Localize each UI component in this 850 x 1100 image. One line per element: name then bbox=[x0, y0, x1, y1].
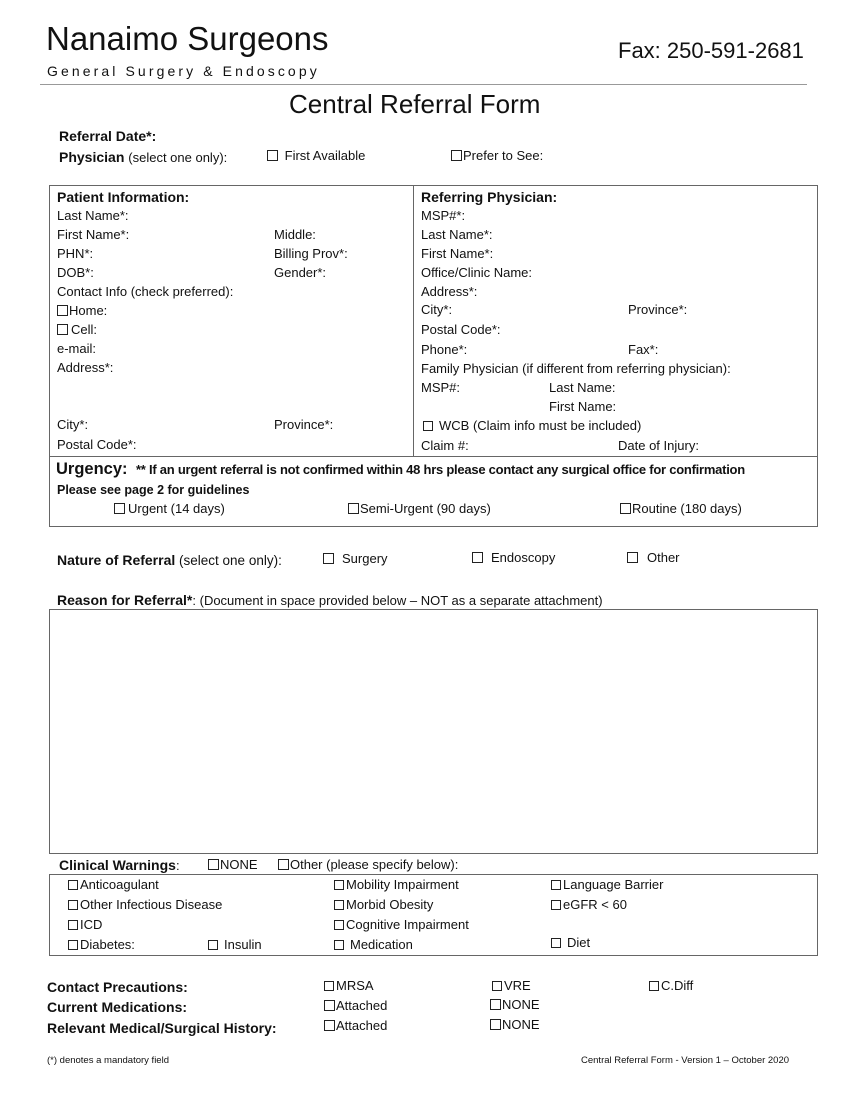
obesity-option[interactable] bbox=[334, 898, 433, 913]
clinic-name: Nanaimo Surgeons bbox=[46, 20, 329, 57]
contact-cell-option[interactable] bbox=[57, 323, 97, 338]
referring-postal-code[interactable]: Postal Code*: bbox=[421, 322, 501, 337]
history-label: Relevant Medical/Surgical History: bbox=[47, 1020, 277, 1036]
cell-checkbox[interactable] bbox=[57, 324, 68, 335]
physician-label: Physician bbox=[59, 149, 125, 165]
medication-option[interactable] bbox=[334, 938, 413, 953]
family-last-name[interactable]: Last Name: bbox=[549, 380, 616, 395]
patient-last-name[interactable]: Last Name*: bbox=[57, 208, 129, 223]
history-attached-label: Attached bbox=[336, 1018, 388, 1033]
diabetes-label: Diabetes: bbox=[80, 937, 135, 952]
referring-phone[interactable]: Phone*: bbox=[421, 342, 468, 357]
history-attached-option[interactable] bbox=[324, 1019, 387, 1034]
history-none-label: NONE bbox=[502, 1017, 540, 1032]
surgery-option[interactable] bbox=[323, 552, 388, 567]
reason-row bbox=[57, 592, 603, 609]
medications-attached-label: Attached bbox=[336, 998, 388, 1013]
patient-middle[interactable]: Middle: bbox=[274, 227, 316, 242]
mrsa-option[interactable] bbox=[324, 979, 374, 994]
nature-row bbox=[57, 552, 282, 569]
endoscopy-label: Endoscopy bbox=[491, 550, 556, 565]
urgency-note: ** If an urgent referral is not confirmed within 48 hrs please contact any surgical office for confirmation bbox=[136, 462, 745, 477]
anticoagulant-checkbox[interactable] bbox=[68, 880, 78, 890]
infectious-checkbox[interactable] bbox=[68, 900, 78, 910]
fax-number: Fax: 250-591-2681 bbox=[618, 38, 804, 63]
referring-msp[interactable]: MSP#*: bbox=[421, 208, 466, 223]
patient-province[interactable]: Province*: bbox=[274, 417, 334, 432]
vre-label: VRE bbox=[504, 978, 531, 993]
patient-phn[interactable]: PHN*: bbox=[57, 246, 94, 261]
reason-label: Reason for Referral* bbox=[57, 592, 193, 608]
referring-address[interactable]: Address*: bbox=[421, 284, 478, 299]
version-note: Central Referral Form - Version 1 – October 2020 bbox=[581, 1055, 790, 1066]
medications-attached-checkbox[interactable] bbox=[324, 1000, 335, 1011]
wcb-label: WCB (Claim info must be included) bbox=[439, 418, 642, 433]
referring-last-name[interactable]: Last Name*: bbox=[421, 227, 493, 242]
anticoagulant-label: Anticoagulant bbox=[80, 877, 159, 892]
nature-label: Nature of Referral bbox=[57, 552, 176, 568]
icd-label: ICD bbox=[80, 917, 103, 932]
egfr-label: eGFR < 60 bbox=[563, 897, 627, 912]
other-nature-checkbox[interactable] bbox=[627, 552, 638, 563]
patient-email[interactable]: e-mail: bbox=[57, 341, 97, 356]
mandatory-note: (*) denotes a mandatory field bbox=[47, 1055, 169, 1066]
language-option[interactable] bbox=[551, 878, 663, 893]
urgency-guidelines: Please see page 2 for guidelines bbox=[57, 483, 250, 497]
language-label: Language Barrier bbox=[563, 877, 664, 892]
routine-label: Routine (180 days) bbox=[632, 501, 742, 516]
first-available-label: First Available bbox=[284, 148, 366, 163]
diet-label: Diet bbox=[567, 935, 591, 950]
medication-label: Medication bbox=[350, 937, 413, 952]
medications-attached-option[interactable] bbox=[324, 999, 387, 1014]
insulin-label: Insulin bbox=[224, 937, 262, 952]
warnings-other-option[interactable] bbox=[278, 858, 458, 873]
patient-gender[interactable]: Gender*: bbox=[274, 265, 327, 280]
referring-city[interactable]: City*: bbox=[421, 302, 453, 317]
mrsa-checkbox[interactable] bbox=[324, 981, 334, 991]
contact-home-option[interactable] bbox=[57, 304, 107, 319]
medications-none-checkbox[interactable] bbox=[490, 999, 501, 1010]
egfr-checkbox[interactable] bbox=[551, 900, 561, 910]
referring-fax[interactable]: Fax*: bbox=[628, 342, 659, 357]
insulin-option[interactable] bbox=[208, 938, 262, 953]
prefer-to-see-checkbox[interactable] bbox=[451, 150, 462, 161]
language-checkbox[interactable] bbox=[551, 880, 561, 890]
home-checkbox[interactable] bbox=[57, 305, 68, 316]
referring-office[interactable]: Office/Clinic Name: bbox=[421, 265, 533, 280]
reason-note: : (Document in space provided below – NOT as a separate attachment) bbox=[192, 593, 603, 608]
cdiff-checkbox[interactable] bbox=[649, 981, 659, 991]
semi-urgent-checkbox[interactable] bbox=[348, 503, 359, 514]
warnings-none-label: NONE bbox=[220, 857, 258, 872]
cognitive-checkbox[interactable] bbox=[334, 920, 344, 930]
anticoagulant-option[interactable] bbox=[68, 878, 159, 893]
urgency-label: Urgency: bbox=[56, 460, 128, 478]
patient-referring-divider bbox=[413, 185, 414, 456]
urgency-divider bbox=[49, 456, 818, 457]
obesity-label: Morbid Obesity bbox=[346, 897, 434, 912]
family-msp[interactable]: MSP#: bbox=[421, 380, 461, 395]
family-physician-label: Family Physician (if different from referring physician): bbox=[421, 361, 731, 376]
family-first-name[interactable]: First Name: bbox=[549, 399, 617, 414]
patient-billing-prov[interactable]: Billing Prov*: bbox=[274, 246, 348, 261]
cognitive-option[interactable] bbox=[334, 918, 469, 933]
wcb-checkbox[interactable] bbox=[423, 421, 433, 431]
endoscopy-checkbox[interactable] bbox=[472, 552, 483, 563]
other-nature-option[interactable] bbox=[627, 551, 680, 566]
warnings-other-label: Other (please specify below): bbox=[290, 857, 459, 872]
prefer-to-see-label: Prefer to See: bbox=[463, 148, 544, 163]
warnings-none-option[interactable] bbox=[208, 858, 258, 873]
cdiff-label: C.Diff bbox=[661, 978, 694, 993]
referring-province[interactable]: Province*: bbox=[628, 302, 688, 317]
routine-checkbox[interactable] bbox=[620, 503, 631, 514]
cdiff-option[interactable] bbox=[649, 979, 693, 994]
insulin-checkbox[interactable] bbox=[208, 940, 218, 950]
icd-option[interactable] bbox=[68, 918, 102, 933]
first-available-checkbox[interactable] bbox=[267, 150, 278, 161]
history-none-checkbox[interactable] bbox=[490, 1019, 501, 1030]
patient-address[interactable]: Address*: bbox=[57, 360, 114, 375]
header-divider bbox=[40, 84, 807, 85]
routine-option[interactable] bbox=[620, 502, 742, 517]
medications-none-option[interactable] bbox=[490, 998, 540, 1013]
physician-row bbox=[59, 149, 227, 166]
clinic-subtitle: General Surgery & Endoscopy bbox=[47, 63, 320, 79]
warnings-row bbox=[59, 857, 180, 874]
history-none-option[interactable] bbox=[490, 1018, 540, 1033]
mobility-label: Mobility Impairment bbox=[346, 877, 459, 892]
wcb-option[interactable] bbox=[423, 419, 641, 434]
semi-urgent-label: Semi-Urgent (90 days) bbox=[360, 501, 491, 516]
prefer-to-see-option[interactable] bbox=[451, 149, 543, 164]
warnings-none-checkbox[interactable] bbox=[208, 859, 219, 870]
patient-dob[interactable]: DOB*: bbox=[57, 265, 94, 280]
surgery-label: Surgery bbox=[342, 551, 388, 566]
physician-note: (select one only): bbox=[128, 150, 228, 165]
warnings-colon: : bbox=[175, 858, 180, 873]
urgent-option[interactable] bbox=[114, 502, 225, 517]
diabetes-checkbox[interactable] bbox=[68, 940, 78, 950]
surgery-checkbox[interactable] bbox=[323, 553, 334, 564]
claim-number[interactable]: Claim #: bbox=[421, 438, 469, 453]
egfr-option[interactable] bbox=[551, 898, 627, 913]
referral-date-label: Referral Date*: bbox=[59, 128, 157, 144]
date-of-injury[interactable]: Date of Injury: bbox=[618, 438, 699, 453]
urgent-label: Urgent (14 days) bbox=[128, 501, 225, 516]
diet-option[interactable] bbox=[551, 936, 590, 951]
medications-none-label: NONE bbox=[502, 997, 540, 1012]
warnings-other-checkbox[interactable] bbox=[278, 859, 289, 870]
patient-heading: Patient Information: bbox=[57, 189, 190, 205]
patient-postal-code[interactable]: Postal Code*: bbox=[57, 437, 137, 452]
home-label: Home: bbox=[69, 303, 108, 318]
vre-option[interactable] bbox=[492, 979, 531, 994]
medications-label: Current Medications: bbox=[47, 999, 188, 1015]
mrsa-label: MRSA bbox=[336, 978, 374, 993]
obesity-checkbox[interactable] bbox=[334, 900, 344, 910]
referring-heading: Referring Physician: bbox=[421, 189, 558, 205]
mobility-checkbox[interactable] bbox=[334, 880, 344, 890]
infectious-option[interactable] bbox=[68, 898, 222, 913]
endoscopy-option[interactable] bbox=[472, 551, 555, 566]
icd-checkbox[interactable] bbox=[68, 920, 78, 930]
patient-first-name[interactable]: First Name*: bbox=[57, 227, 130, 242]
diabetes-option[interactable] bbox=[68, 938, 135, 953]
reason-textarea[interactable] bbox=[49, 609, 818, 854]
cognitive-label: Cognitive Impairment bbox=[346, 917, 469, 932]
cell-label: Cell: bbox=[71, 322, 98, 337]
semi-urgent-option[interactable] bbox=[348, 502, 491, 517]
precautions-label: Contact Precautions: bbox=[47, 979, 188, 995]
infectious-label: Other Infectious Disease bbox=[80, 897, 223, 912]
mobility-option[interactable] bbox=[334, 878, 459, 893]
warnings-label: Clinical Warnings bbox=[59, 857, 176, 873]
urgent-checkbox[interactable] bbox=[114, 503, 125, 514]
patient-city[interactable]: City*: bbox=[57, 417, 89, 432]
vre-checkbox[interactable] bbox=[492, 981, 502, 991]
referring-first-name[interactable]: First Name*: bbox=[421, 246, 494, 261]
first-available-option[interactable] bbox=[267, 149, 365, 164]
history-attached-checkbox[interactable] bbox=[324, 1020, 335, 1031]
other-nature-label: Other bbox=[647, 550, 680, 565]
form-title: Central Referral Form bbox=[289, 89, 541, 119]
diet-checkbox[interactable] bbox=[551, 938, 561, 948]
patient-contact-info: Contact Info (check preferred): bbox=[57, 284, 234, 299]
nature-note: (select one only): bbox=[179, 553, 282, 568]
medication-checkbox[interactable] bbox=[334, 940, 344, 950]
